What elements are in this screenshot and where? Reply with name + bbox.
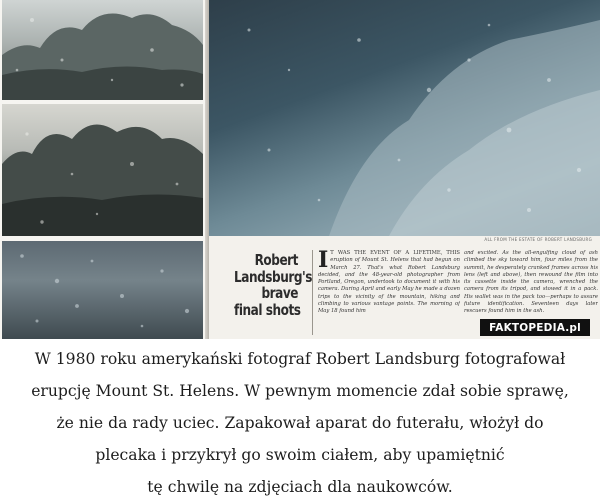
- eruption-photo-2: [2, 104, 203, 236]
- drop-cap: I: [318, 250, 329, 273]
- caption-line: plecaka i przykrył go swoim ciałem, aby upamiętnić: [95, 446, 505, 464]
- article-text: and excited. As the all-engulfing cloud of ash climbed the sky toward him, four miles from the summit, he desperately cranked frames across his lens (left and above), then rewound the film into its cassette inside the camera, wrenched the camera from its tripod, and stowed it in a pack. His wallet was in the pack too—perhaps to assure future identification. Seventeen days later rescuers found him in the ash.: [464, 250, 598, 315]
- watermark-label: FAKTOPEDIA.pl: [489, 321, 581, 334]
- caption-text: [0, 343, 600, 503]
- caption-line: W 1980 roku amerykański fotograf Robert Landsburg fotografował: [34, 350, 566, 368]
- faktopedia-watermark: [480, 319, 590, 336]
- article-lead: T WAS THE EVENT OF A LIFETIME, THIS: [330, 250, 460, 256]
- eruption-photo-3: [2, 241, 203, 339]
- eruption-photo-1: [2, 0, 203, 100]
- ash-cloud-photo: [209, 0, 600, 236]
- photo-sequence-column: [0, 0, 205, 339]
- headline-line: brave: [261, 284, 298, 302]
- headline-line: Robert: [254, 251, 298, 269]
- photo-credit: ALL FROM THE ESTATE OF ROBERT LANDSBURG: [484, 237, 592, 242]
- article-column-1: [318, 250, 460, 336]
- caption-line: erupcję Mount St. Helens. W pewnym momencie zdał sobie sprawę,: [31, 382, 569, 400]
- article-text: eruption of Mount St. Helens that had begun on March 27. That's what Robert Landsburg decided, and the 48-year-old photographer from Portland, Oregon, undertook to document it with his camera. During April and early May he made a dozen trips to the vicinity of the mountain, hiking and climbing to various vantage points. The morning of May 18 found him: [318, 257, 460, 315]
- caption-line: że nie da rady uciec. Zapakował aparat do futerału, włożył do: [56, 414, 544, 432]
- headline-line: Landsburg's: [234, 267, 312, 286]
- caption-line: tę chwilę na zdjęciach dla naukowców.: [147, 478, 453, 496]
- headline-line: final shots: [234, 300, 301, 319]
- article-headline: [234, 251, 312, 319]
- column-divider: [312, 250, 313, 335]
